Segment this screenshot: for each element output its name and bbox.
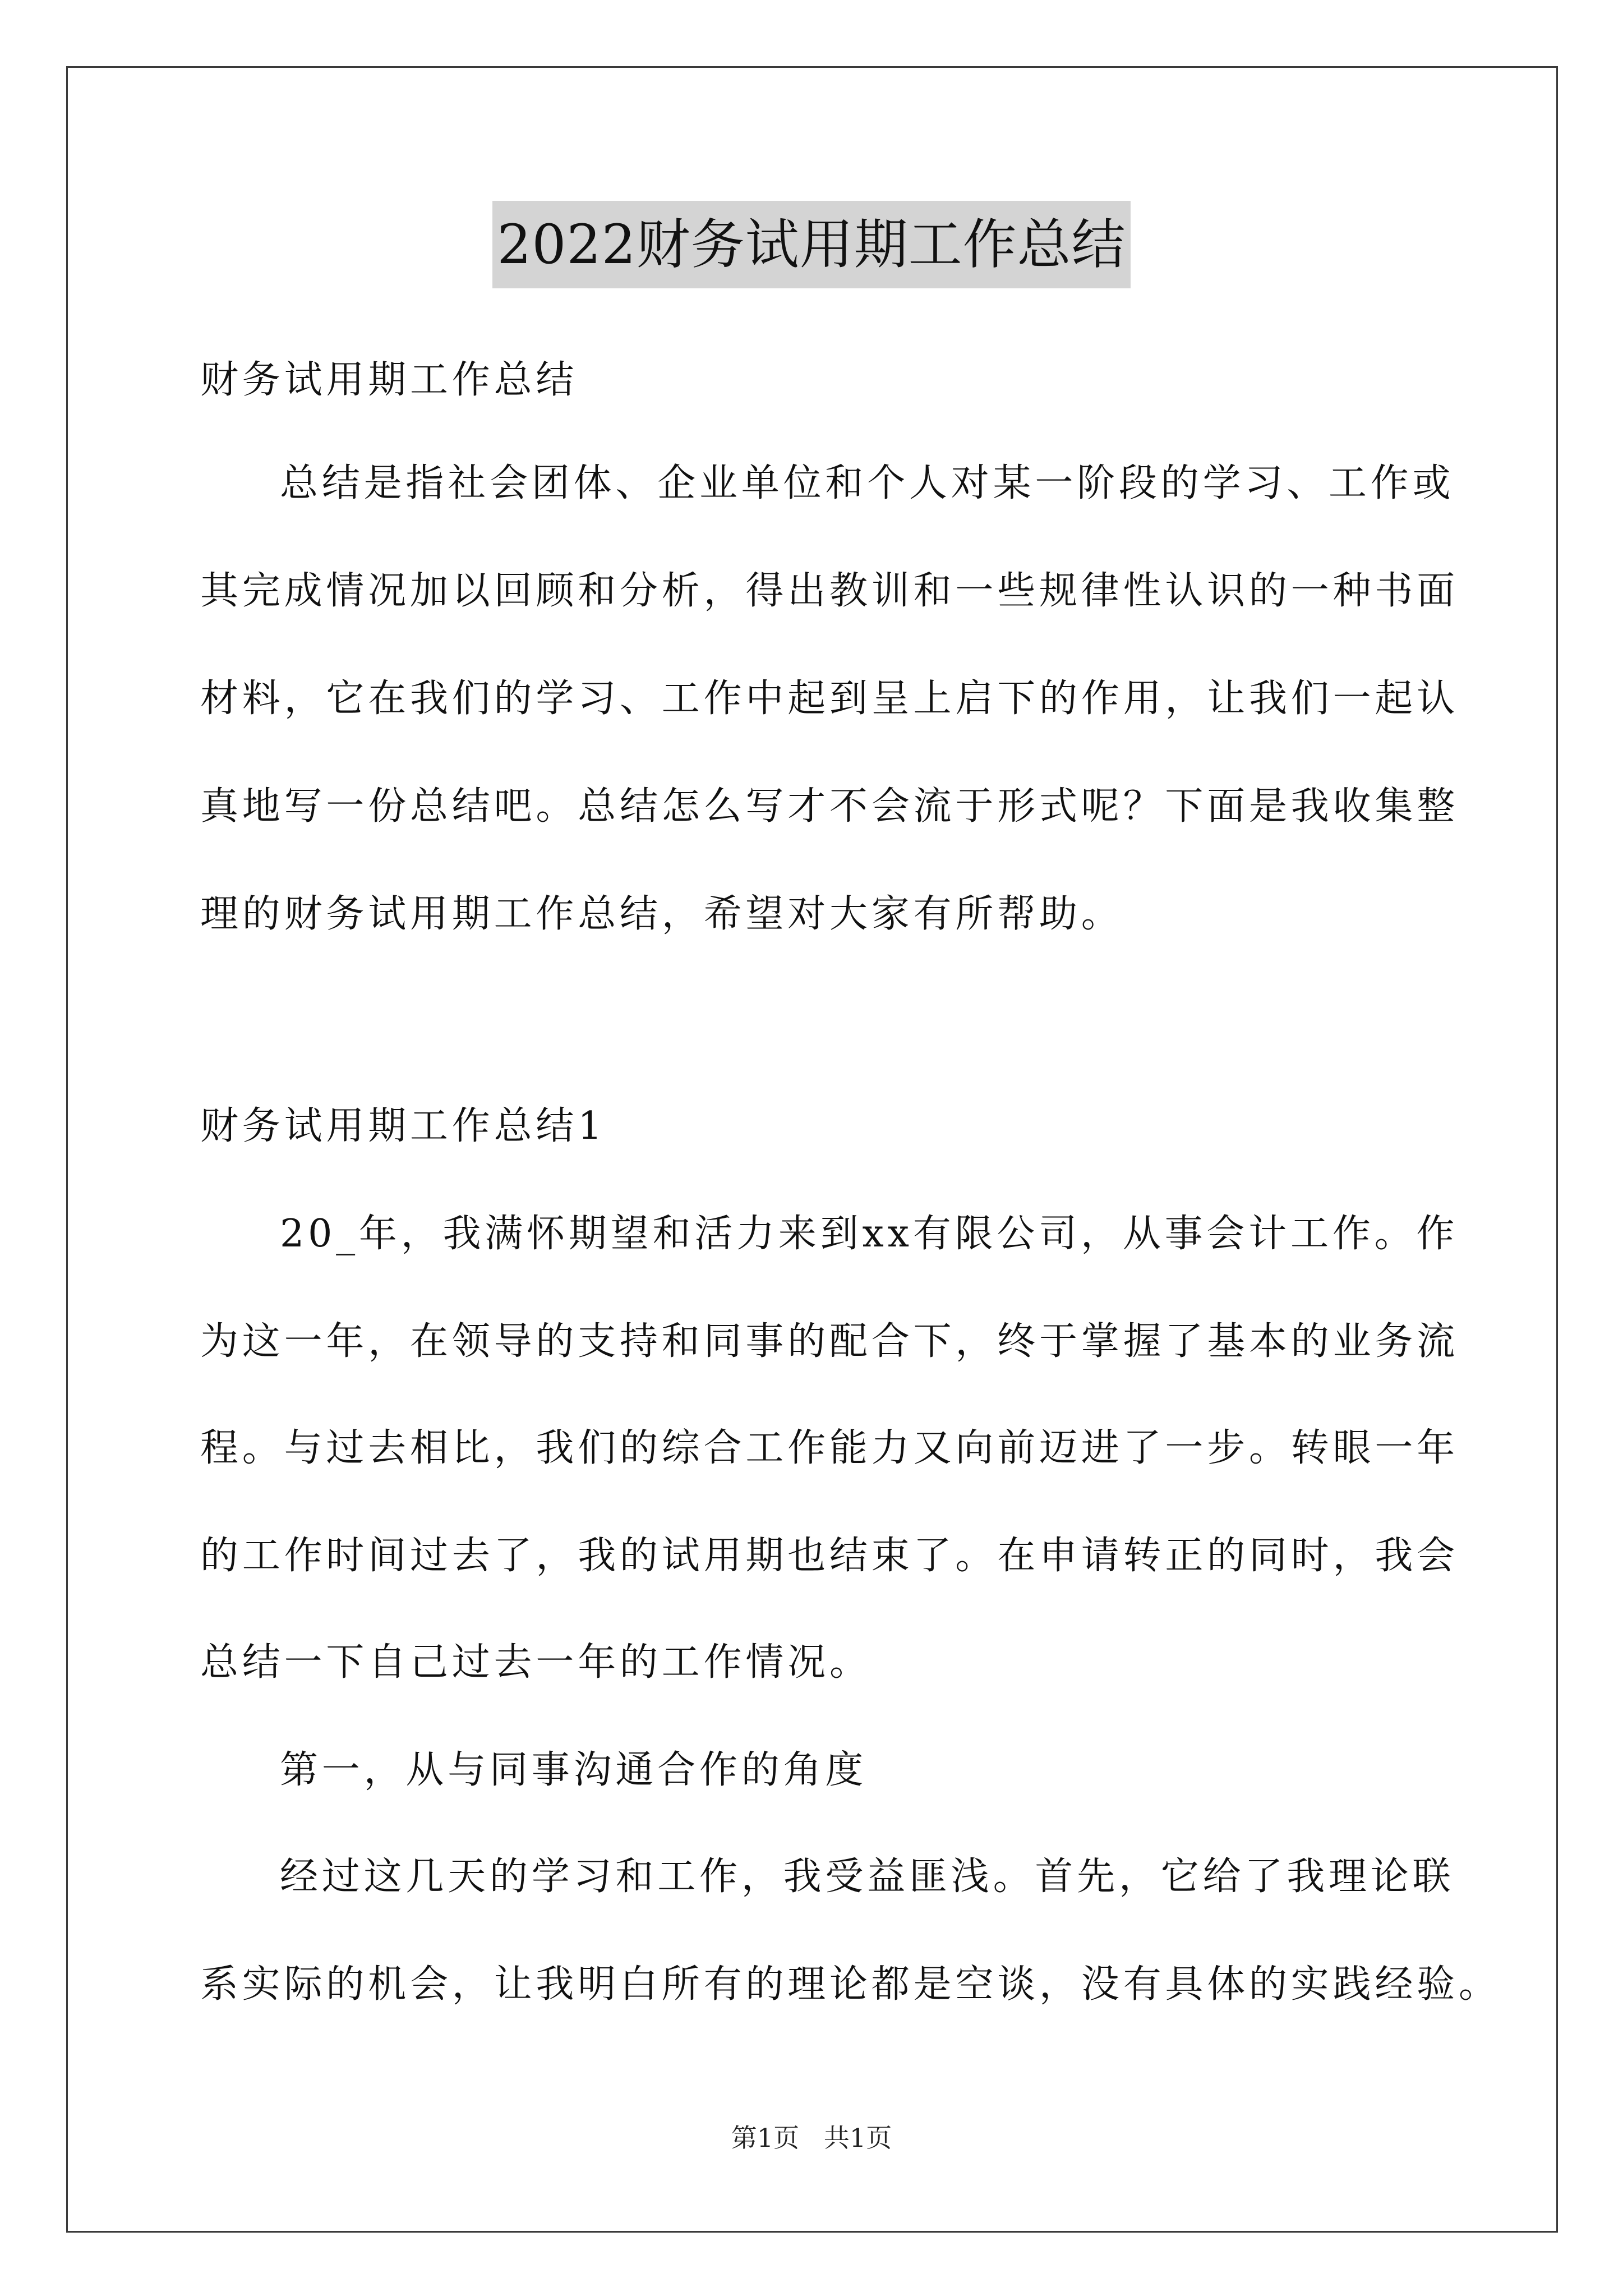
intro-line: 材料，它在我们的学习、工作中起到呈上启下的作用，让我们一起认 [200,677,1459,721]
page-footer: 第1页 共1页 [731,2123,892,2153]
intro-line: 真地写一份总结吧。总结怎么写才不会流于形式呢？下面是我收集整 [200,784,1459,829]
subtitle: 财务试用期工作总结 [200,358,578,402]
section-line: 为这一年，在领导的支持和同事的配合下，终于掌握了基本的业务流 [200,1319,1459,1364]
section-line: 程。与过去相比，我们的综合工作能力又向前迈进了一步。转眼一年 [200,1426,1459,1470]
document-title: 2022财务试用期工作总结 [492,201,1130,288]
section-line: 总结一下自己过去一年的工作情况。 [200,1640,872,1685]
intro-line: 总结是指社会团体、企业单位和个人对某一阶段的学习、工作或 [280,461,1455,505]
section-heading: 财务试用期工作总结1 [200,1104,606,1148]
point-line: 经过这几天的学习和工作，我受益匪浅。首先，它给了我理论联 [280,1855,1455,1899]
intro-line: 理的财务试用期工作总结，希望对大家有所帮助。 [200,892,1123,936]
title-wrap [0,201,1623,288]
section-line: 的工作时间过去了，我的试用期也结束了。在申请转正的同时，我会 [200,1534,1459,1578]
point-line: 系实际的机会，让我明白所有的理论都是空谈，没有具体的实践经验。 [200,1962,1501,2007]
intro-line: 其完成情况加以回顾和分析，得出教训和一些规律性认识的一种书面 [200,569,1459,613]
section-line: 20_年，我满怀期望和活力来到xx有限公司，从事会计工作。作 [280,1212,1459,1256]
point-heading: 第一，从与同事沟通合作的角度 [280,1748,868,1792]
